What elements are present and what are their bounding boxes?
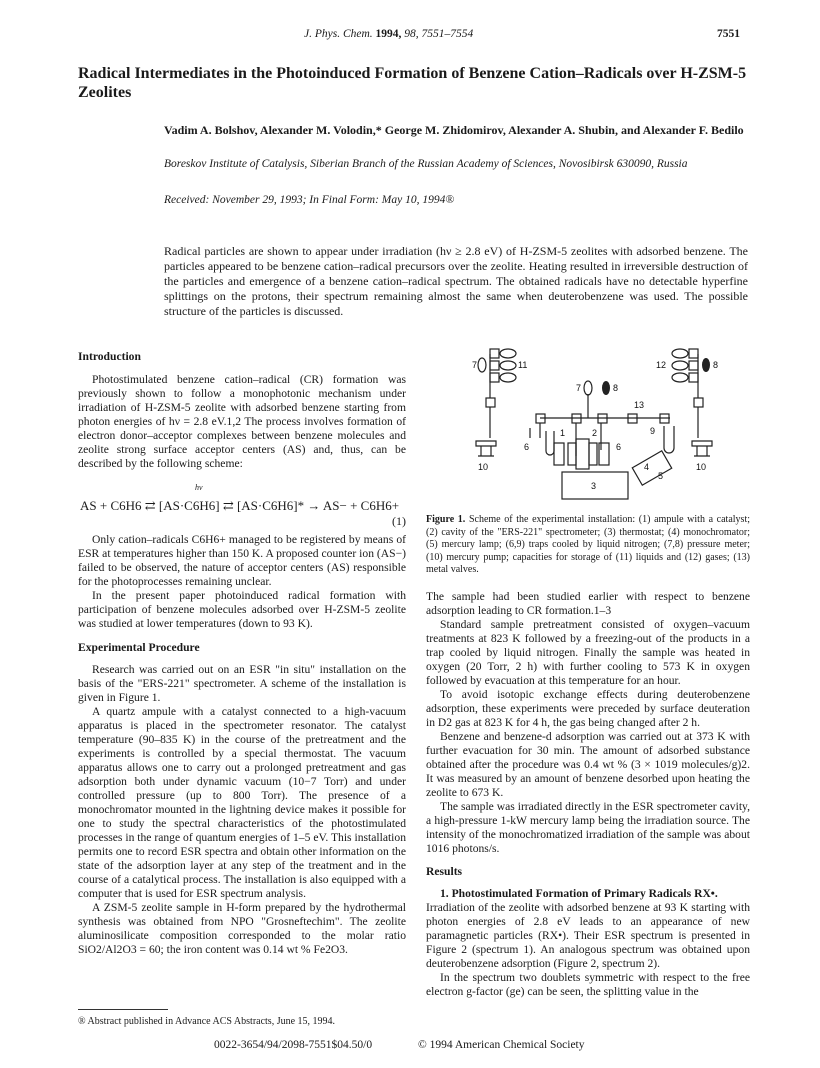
figure-label-6b: 6 bbox=[616, 442, 622, 452]
figure-label-10b: 10 bbox=[696, 462, 707, 472]
right-column bbox=[426, 590, 750, 999]
right-paragraph-5: The sample was irradiated directly in the ESR spectrometer cavity, a high-pressure 1-kW mercury lamp being the irradiation source. The intensity of the monochromatized irradiation of the sample was about 1016 photons/s. bbox=[426, 800, 750, 855]
experimental-paragraph-1: Research was carried out on an ESR "in situ" installation on the basis of the "ERS-221" spectrometer. A scheme of the installation is given in Figure 1. bbox=[78, 663, 406, 704]
article-code: 0022-3654/94/2098-7551$04.50/0 bbox=[214, 1039, 373, 1051]
figure-label-7b: 7 bbox=[576, 383, 582, 393]
scheme-equation: AS + C6H6 ⇄ [AS·C6H6] ⇄ [AS·C6H6]* → AS− + C6H6+ bbox=[80, 498, 400, 513]
scheme-number: (1) bbox=[392, 514, 406, 528]
author-list: Vadim A. Bolshov, Alexander M. Volodin,* George M. Zhidomirov, Alexander A. Shubin, and Alexander F. Bedilo bbox=[164, 123, 744, 137]
results-paragraph-1: Irradiation of the zeolite with adsorbed benzene at 93 K starting with photon energies of 2.8 eV leads to an appearance of new paramagnetic particles (RX•). Their ESR spectrum is presented in Figure 2 (spectrum 1). An analogous spectrum was obtained upon deuterobenzene adsorption (Figure 2, spectrum 2). bbox=[426, 901, 750, 970]
intro-paragraph-3: In the present paper photoinduced radical formation with participation of benzene molecules adsorbed over H-ZSM-5 zeolite was studied at lower temperatures (down to 93 K). bbox=[78, 589, 406, 630]
figure-label-11: 11 bbox=[518, 360, 528, 370]
right-paragraph-4: Benzene and benzene-d adsorption was carried out at 373 K with further evacuation for 30 min. The amount of adsorbed substance obtained after the procedure was 0.4 wt % (3 × 1019 molecules/g)2. It was measured by an amount of benzene desorbed upon heating the zeolite to 673 K. bbox=[426, 730, 750, 799]
figure-caption-label: Figure 1. bbox=[426, 514, 466, 525]
intro-paragraph-2: Only cation–radicals C6H6+ managed to be registered by means of ESR at temperatures higher than 150 K. A proposed counter ion (AS−) failed to be observed, the nature of acceptor centers (AS) responsible for the photoprocesses remaining unclear. bbox=[78, 533, 406, 588]
section-heading-results: Results bbox=[426, 865, 463, 878]
figure-label-4: 4 bbox=[644, 462, 650, 472]
article-title: Radical Intermediates in the Photoinduced Formation of Benzene Cation–Radicals over H-ZSM-5 Zeolites bbox=[78, 65, 747, 101]
figure-label-6a: 6 bbox=[524, 442, 530, 452]
figure-caption-text: Scheme of the experimental installation: (1) ampule with a catalyst; (2) cavity of the "ERS-221" spectrometer; (3) thermostat; (4) monochromator; (5) mercury lamp; (6,9) traps cooled by liquid nitrogen; (7,8) pressure meter; (10) mercury pump; capacities for storage of (11) liquids and (12) gases; (13) metal valves. bbox=[426, 514, 751, 575]
figure-caption bbox=[426, 514, 750, 577]
reaction-scheme bbox=[78, 480, 406, 528]
figure-label-10a: 10 bbox=[478, 462, 489, 472]
figure-label-9: 9 bbox=[650, 426, 656, 436]
figure-label-13: 13 bbox=[634, 400, 645, 410]
page-number: 7551 bbox=[717, 28, 740, 40]
footnote-rule bbox=[78, 1009, 168, 1010]
figure-label-5: 5 bbox=[658, 471, 664, 481]
right-paragraph-1: The sample had been studied earlier with respect to benzene adsorption leading to CR formation.1–3 bbox=[426, 590, 750, 617]
right-paragraph-2: Standard sample pretreatment consisted of oxygen–vacuum treatments at 823 K followed by a freezing-out of the products in a trap cooled by liquid nitrogen. Finally the sample was heated in oxygen (20 Torr, 2 h) with further cooling to 573 K in oxygen followed by evacuation at this temperature for an hour. bbox=[426, 618, 750, 687]
left-column bbox=[78, 350, 406, 957]
figure-label-8b: 8 bbox=[613, 383, 619, 393]
scheme-hv-label: hν bbox=[195, 483, 203, 492]
figure-label-2: 2 bbox=[592, 428, 598, 438]
right-paragraph-3: To avoid isotopic exchange effects during deuterobenzene adsorption, these experiments were preceded by surface deuteration in D2 gas at 823 K for 4 h, the gas being changed after 2 h. bbox=[426, 688, 750, 729]
footnote: ® Abstract published in Advance ACS Abstracts, June 15, 1994. bbox=[78, 1016, 336, 1027]
copyright: © 1994 American Chemical Society bbox=[418, 1039, 585, 1051]
abstract: Radical particles are shown to appear under irradiation (hν ≥ 2.8 eV) of H-ZSM-5 zeolites with adsorbed benzene. The particles appeared to be benzene cation–radical precursors over the zeolite. Heating resulted in irreversible destruction of the particles and emergence of a benzene cation–radical spectrum. The obtained radicals have no detectable hyperfine splittings on the protons, their spectrum remaining almost the same when deuterobenzene was used. The possible structure of the particles is discussed. bbox=[164, 244, 748, 318]
section-heading-experimental: Experimental Procedure bbox=[78, 641, 200, 654]
results-paragraph-2: In the spectrum two doublets symmetric with respect to the free electron g-factor (ge) can be seen, the splitting value in the bbox=[426, 971, 750, 998]
intro-paragraph-1: Photostimulated benzene cation–radical (CR) formation was previously shown to follow a monophotonic mechanism under irradiation of H-ZSM-5 zeolite with adsorbed benzene starting from photon energies of hν = 2.8 eV.1,2 The process involves formation of electron donor–acceptor complexes between benzene molecules and zeolite strong surface acceptor centers (AS) and, thus, can be described by the following scheme: bbox=[78, 373, 406, 470]
figure-label-7a: 7 bbox=[472, 360, 478, 370]
received-date: Received: November 29, 1993; In Final Form: May 10, 1994® bbox=[164, 194, 455, 206]
figure-label-12: 12 bbox=[656, 360, 667, 370]
figure-label-1: 1 bbox=[560, 428, 566, 438]
results-subheading: 1. Photostimulated Formation of Primary Radicals RX•. bbox=[440, 887, 718, 900]
installation-diagram bbox=[470, 346, 720, 500]
figure-label-3: 3 bbox=[591, 481, 597, 491]
affiliation: Boreskov Institute of Catalysis, Siberian Branch of the Russian Academy of Sciences, Novosibirsk 630090, Russia bbox=[164, 158, 688, 170]
section-heading-introduction: Introduction bbox=[78, 350, 141, 363]
experimental-paragraph-2: A quartz ampule with a catalyst connected to a high-vacuum apparatus is placed in the spectrometer resonator. The catalyst temperature (90–835 K) in the course of the pretreatment and the experiments is controlled by a special thermostat. The vacuum apparatus allows one to carry out a prolonged pretreatment and gas adsorption both under dynamic vacuum (10−7 Torr) and under controlled pressure (up to 800 Torr). The presence of a monochromator mounted in the lightning device makes it possible for one to study the spectral characteristics of the photostimulated processes in the range of quantum energies of 1–5 eV. This installation permits one to record ESR spectra and obtain other information on the state of the adsorption layer at any step of the treatment and in the course of a catalytical process. The installation is also equipped with a computer that is used for ESR spectrum analysis. bbox=[78, 705, 406, 900]
journal-citation: J. Phys. Chem. 1994, 98, 7551–7554 bbox=[304, 28, 474, 40]
experimental-paragraph-3: A ZSM-5 zeolite sample in H-form prepared by the hydrothermal synthesis was obtained from NPO "Grosneftechim". The zeolite aluminosilicate composition corresponded to the molar ratio SiO2/Al2O3 = 60; the iron content was 0.14 wt % Fe2O3. bbox=[78, 901, 406, 956]
running-head bbox=[0, 28, 820, 44]
figure-label-8a: 8 bbox=[713, 360, 719, 370]
